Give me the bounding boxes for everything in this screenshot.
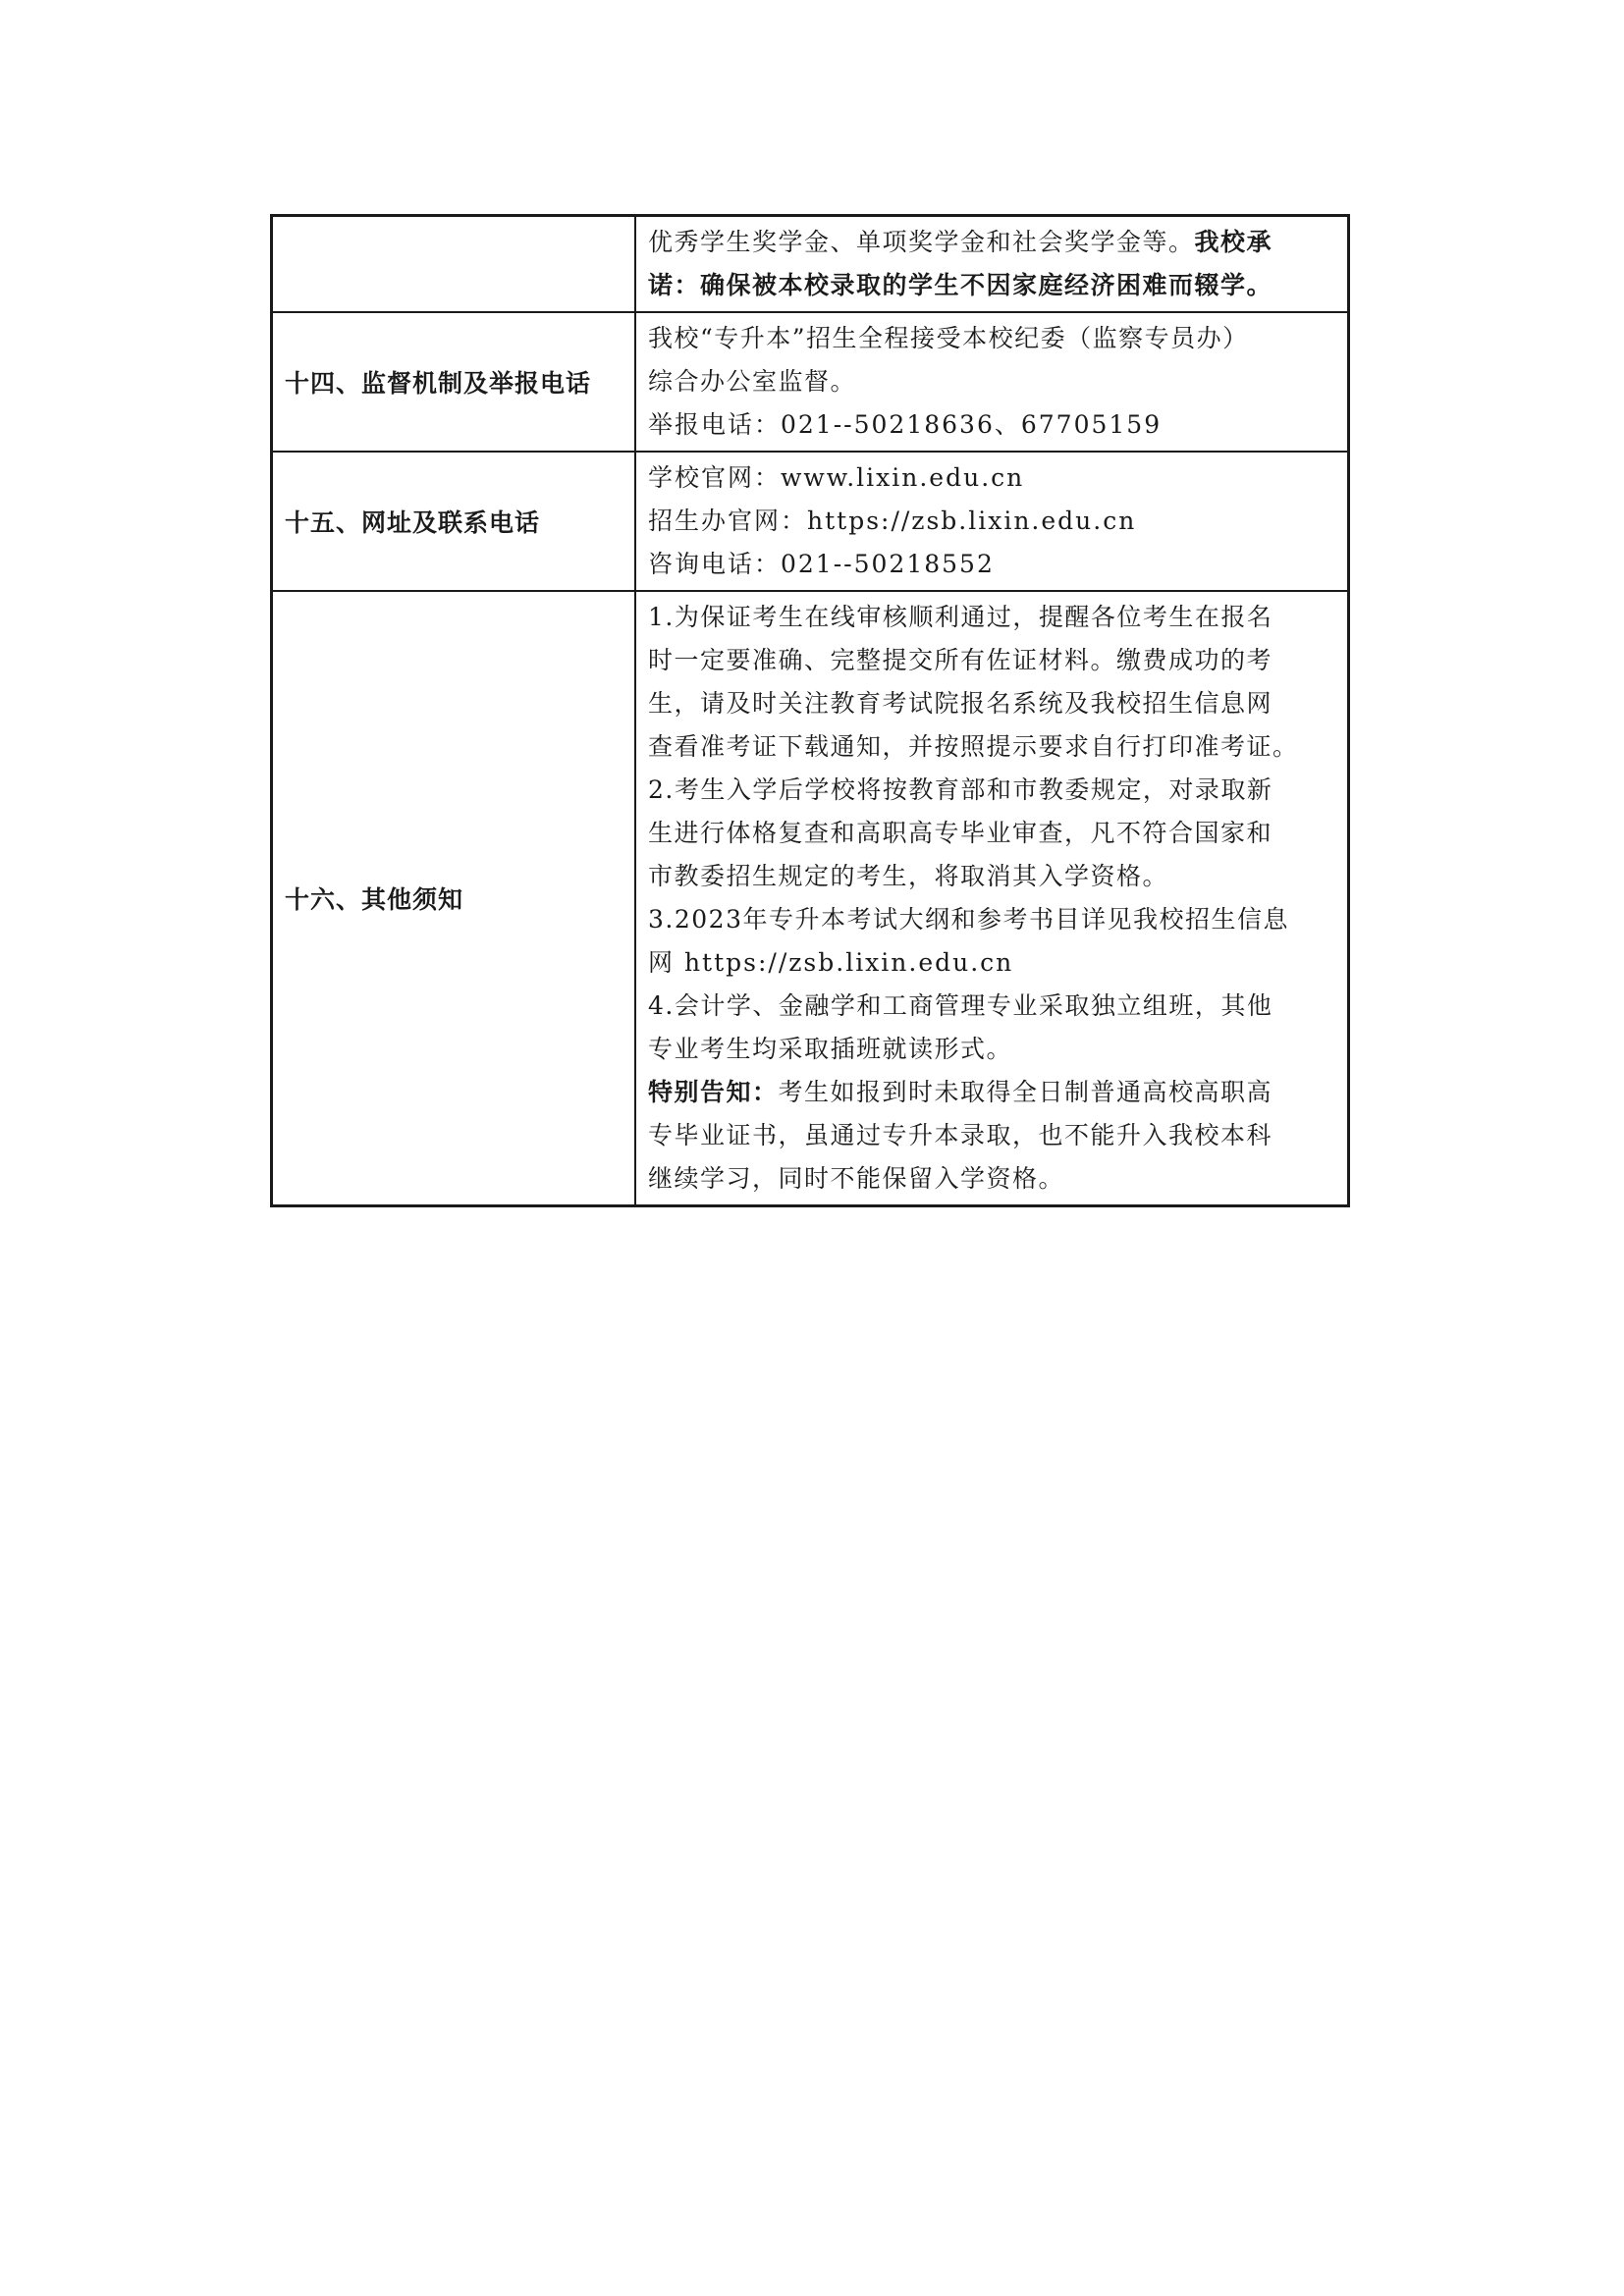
notice-line: 生，请及时关注教育考试院报名系统及我校招生信息网 bbox=[648, 689, 1273, 718]
admission-info-table bbox=[270, 214, 1350, 1207]
supervision-content bbox=[635, 312, 1349, 452]
notice-line: 4.会计学、金融学和工商管理专业采取独立组班，其他 bbox=[648, 991, 1273, 1020]
table-row-supervision bbox=[272, 312, 1349, 452]
admission-website: 招生办官网：https://zsb.lixin.edu.cn bbox=[648, 507, 1137, 535]
notice-line: 时一定要准确、完整提交所有佐证材料。缴费成功的考 bbox=[648, 646, 1273, 674]
notice-line: 市教委招生规定的考生，将取消其入学资格。 bbox=[648, 862, 1169, 890]
notice-line: 专业考生均采取插班就读形式。 bbox=[648, 1035, 1013, 1063]
row-label-notice: 十六、其他须知 bbox=[272, 591, 636, 1206]
scholarship-content bbox=[635, 216, 1349, 313]
table-row-contact bbox=[272, 452, 1349, 591]
notice-line: 3.2023年专升本考试大纲和参考书目详见我校招生信息 bbox=[648, 905, 1289, 934]
notice-line: 1.为保证考生在线审核顺利通过，提醒各位考生在报名 bbox=[648, 603, 1273, 631]
special-notice-line-1 bbox=[648, 1071, 1335, 1114]
special-notice-heading: 特别告知： bbox=[648, 1078, 779, 1106]
special-notice-text: 考生如报到时未取得全日制普通高校高职高 bbox=[778, 1078, 1273, 1106]
notice-line: 生进行体格复查和高职高专毕业审查，凡不符合国家和 bbox=[648, 819, 1273, 847]
commitment-text: 诺：确保被本校录取的学生不因家庭经济困难而辍学。 bbox=[648, 271, 1273, 299]
row-label-empty bbox=[272, 216, 636, 313]
table-row-notice bbox=[272, 591, 1349, 1206]
row-label-supervision: 十四、监督机制及举报电话 bbox=[272, 312, 636, 452]
special-notice-line-2: 专毕业证书，虽通过专升本录取，也不能升入我校本科 bbox=[648, 1121, 1273, 1149]
row-label-contact: 十五、网址及联系电话 bbox=[272, 452, 636, 591]
supervision-line-1: 我校“专升本”招生全程接受本校纪委（监察专员办） bbox=[648, 324, 1249, 352]
notice-line: 2.考生入学后学校将按教育部和市教委规定，对录取新 bbox=[648, 775, 1273, 804]
report-phone: 举报电话：021--50218636、67705159 bbox=[648, 410, 1163, 439]
school-website: 学校官网：www.lixin.edu.cn bbox=[648, 463, 1025, 492]
table-row-scholarship bbox=[272, 216, 1349, 313]
notice-line: 查看准考证下载通知，并按照提示要求自行打印准考证。 bbox=[648, 732, 1299, 761]
scholarship-text: 优秀学生奖学金、单项奖学金和社会奖学金等。 bbox=[648, 228, 1195, 256]
inquiry-phone: 咨询电话：021--50218552 bbox=[648, 550, 995, 578]
special-notice-line-3: 继续学习，同时不能保留入学资格。 bbox=[648, 1164, 1065, 1193]
notice-content bbox=[635, 591, 1349, 1206]
contact-content bbox=[635, 452, 1349, 591]
notice-line: 网 https://zsb.lixin.edu.cn bbox=[648, 948, 1014, 977]
scholarship-line-1 bbox=[648, 221, 1335, 264]
supervision-line-2: 综合办公室监督。 bbox=[648, 367, 857, 396]
commitment-text-start: 我校承 bbox=[1194, 228, 1273, 256]
